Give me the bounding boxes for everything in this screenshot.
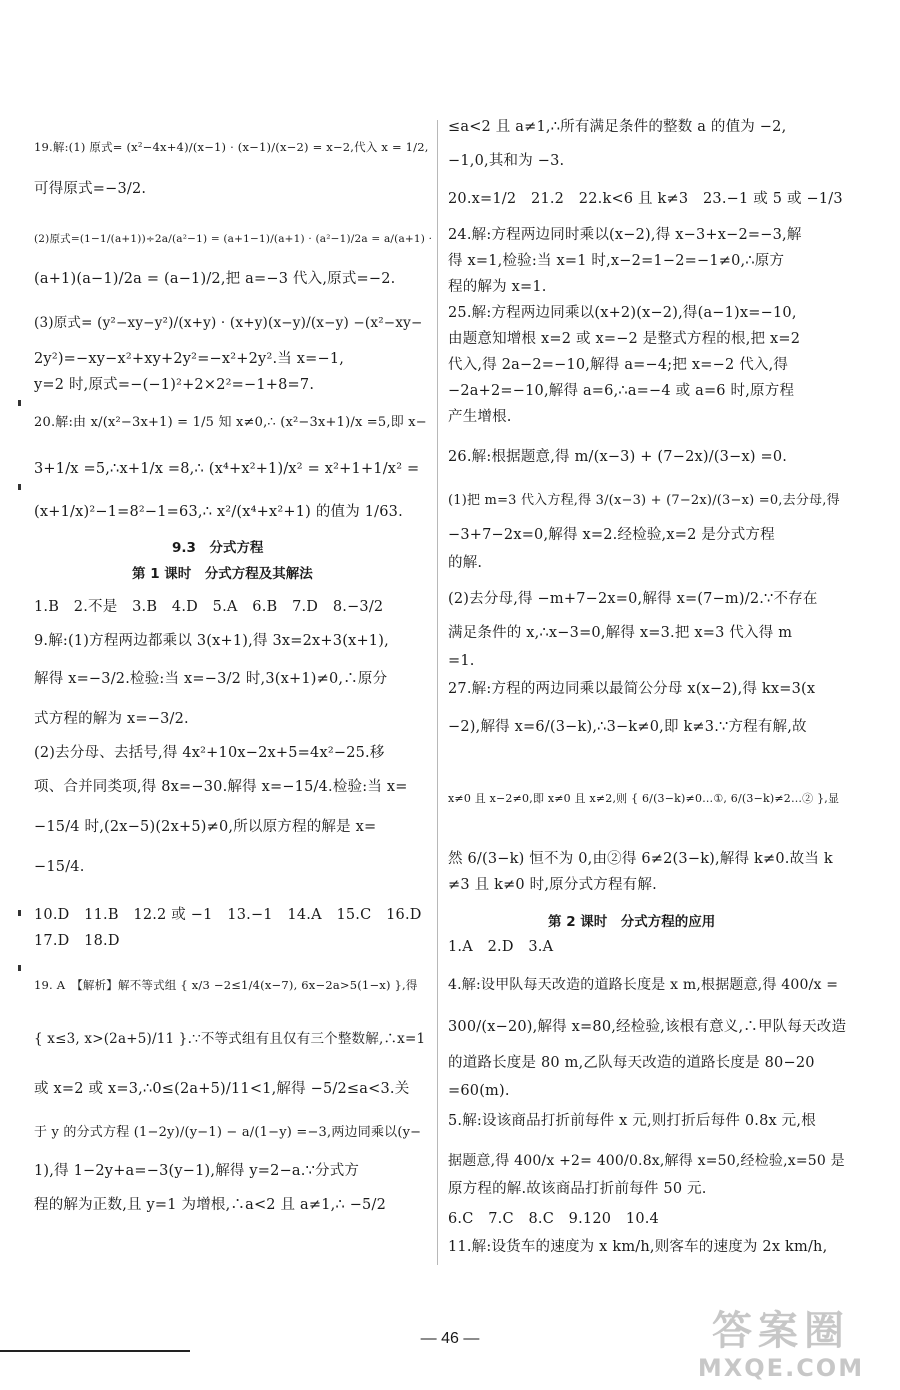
answer-line: 项、合并同类项,得 8x=−30.解得 x=−15/4.检验:当 x= [34, 779, 408, 795]
answer-line: (2)去分母、去括号,得 4x²+10x−2x+5=4x²−25.移 [34, 745, 385, 761]
answer-line: 解得 x=−3/2.检验:当 x=−3/2 时,3(x+1)≠0,∴原分 [34, 671, 388, 687]
answer-line: 19. A 【解析】解不等式组 { x/3 −2≤1/4(x−7), 6x−2a>5(1−x) },得 [34, 978, 418, 992]
lesson-title: 第 2 课时 分式方程的应用 [548, 914, 716, 930]
binding-mark [18, 965, 21, 971]
answer-line: 的道路长度是 80 m,乙队每天改造的道路长度是 80−20 [448, 1055, 815, 1071]
answer-line: ≤a<2 且 a≠1,∴所有满足条件的整数 a 的值为 −2, [448, 119, 787, 135]
answer-line: 的解. [448, 555, 483, 571]
answer-line: −2),解得 x=6/(3−k),∴3−k≠0,即 k≠3.∵方程有解,故 [448, 719, 807, 735]
answer-line: 得 x=1,检验:当 x=1 时,x−2=1−2=−1≠0,∴原方 [448, 253, 785, 269]
watermark-logo [676, 1308, 886, 1386]
lesson-title: 第 1 课时 分式方程及其解法 [132, 566, 313, 582]
answer-line: x≠0 且 x−2≠0,即 x≠0 且 x≠2,则 { 6/(3−k)≠0…①, 6/(3−k)≠2…② },显 [448, 792, 840, 805]
answer-line: 20.x=1/2 21.2 22.k<6 且 k≠3 23.−1 或 5 或 −1/3 [448, 191, 843, 207]
section-title: 9.3 分式方程 [172, 540, 264, 556]
answer-line: 1.A 2.D 3.A [448, 939, 554, 955]
answer-line: 10.D 11.B 12.2 或 −1 13.−1 14.A 15.C 16.D [34, 907, 422, 923]
answer-line: ≠3 且 k≠0 时,原分式方程有解. [448, 877, 657, 893]
answer-line: (3)原式= (y²−xy−y²)/(x+y) · (x+y)(x−y)/(x−y) −(x²−xy− [34, 315, 423, 331]
answer-line: =60(m). [448, 1083, 510, 1099]
answer-line: −2a+2=−10,解得 a=6,∴a=−4 或 a=6 时,原方程 [448, 383, 795, 399]
answer-line: 2y²)=−xy−x²+xy+2y²=−x²+2y².当 x=−1, [34, 351, 345, 367]
answer-line: 产生增根. [448, 409, 512, 425]
answer-line: 1.B 2.不是 3.B 4.D 5.A 6.B 7.D 8.−3/2 [34, 599, 384, 615]
watermark-text: 答案圈 [712, 1308, 850, 1354]
answer-line: 4.解:设甲队每天改造的道路长度是 x m,根据题意,得 400/x = [448, 977, 839, 993]
answer-line: 代入,得 2a−2=−10,解得 a=−4;把 x=−2 代入,得 [448, 357, 789, 373]
answer-line: 由题意知增根 x=2 或 x=−2 是整式方程的根,把 x=2 [448, 331, 801, 347]
answer-line: 11.解:设货车的速度为 x km/h,则客车的速度为 2x km/h, [448, 1239, 828, 1255]
answer-line: 式方程的解为 x=−3/2. [34, 711, 189, 727]
answer-line: −15/4 时,(2x−5)(2x+5)≠0,所以原方程的解是 x= [34, 819, 377, 835]
answer-line: =1. [448, 653, 475, 669]
answer-line: 据题意,得 400/x +2= 400/0.8x,解得 x=50,经检验,x=50 是 [448, 1153, 845, 1169]
answer-line: 程的解为正数,且 y=1 为增根,∴a<2 且 a≠1,∴ −5/2 [34, 1197, 386, 1213]
answer-line: 27.解:方程的两边同乘以最简公分母 x(x−2),得 kx=3(x [448, 681, 816, 697]
answer-line: 26.解:根据题意,得 m/(x−3) + (7−2x)/(3−x) =0. [448, 449, 788, 465]
answer-line: −15/4. [34, 859, 85, 875]
answer-line: (2)去分母,得 −m+7−2x=0,解得 x=(7−m)/2.∵不存在 [448, 591, 818, 607]
answer-line: 6.C 7.C 8.C 9.120 10.4 [448, 1211, 659, 1227]
answer-line: 可得原式=−3/2. [34, 181, 147, 197]
answer-line: 然 6/(3−k) 恒不为 0,由②得 6≠2(3−k),解得 k≠0.故当 k [448, 851, 833, 867]
answer-line: (a+1)(a−1)/2a = (a−1)/2,把 a=−3 代入,原式=−2. [34, 271, 396, 287]
answer-line: 300/(x−20),解得 x=80,经检验,该根有意义,∴甲队每天改造 [448, 1019, 847, 1035]
answer-line: 5.解:设该商品打折前每件 x 元,则打折后每件 0.8x 元,根 [448, 1113, 816, 1129]
answer-line: 满足条件的 x,∴x−3=0,解得 x=3.把 x=3 代入得 m [448, 625, 793, 641]
answer-line: 1),得 1−2y+a=−3(y−1),解得 y=2−a.∵分式方 [34, 1163, 360, 1179]
answer-line: 20.解:由 x/(x²−3x+1) = 1/5 知 x≠0,∴ (x²−3x+1)/x =5,即 x− [34, 415, 427, 430]
answer-line: −1,0,其和为 −3. [448, 153, 565, 169]
answer-line: 25.解:方程两边同乘以(x+2)(x−2),得(a−1)x=−10, [448, 305, 797, 321]
binding-mark [18, 910, 21, 916]
answer-line: (x+1/x)²−1=8²−1=63,∴ x²/(x⁴+x²+1) 的值为 1/63. [34, 504, 403, 520]
answer-line: 于 y 的分式方程 (1−2y)/(y−1) − a/(1−y) =−3,两边同乘以(y− [34, 1125, 422, 1140]
answer-line: (2)原式=(1−1/(a+1))÷2a/(a²−1) = (a+1−1)/(a+1) · (a²−1)/2a = a/(a+1) · [34, 233, 433, 245]
watermark-url: MXQE.COM [697, 1354, 865, 1382]
binding-mark [18, 400, 21, 406]
answer-line: 程的解为 x=1. [448, 279, 547, 295]
page-number: — 46 — [420, 1330, 480, 1347]
answer-line: 原方程的解.故该商品打折前每件 50 元. [448, 1181, 707, 1197]
column-divider [437, 120, 438, 1265]
answer-line: 19.解:(1) 原式= (x²−4x+4)/(x−1) · (x−1)/(x−2) = x−2,代入 x = 1/2, [34, 140, 429, 154]
answer-line: −3+7−2x=0,解得 x=2.经检验,x=2 是分式方程 [448, 527, 775, 543]
answer-line: 24.解:方程两边同时乘以(x−2),得 x−3+x−2=−3,解 [448, 227, 802, 243]
answer-line: 3+1/x =5,∴x+1/x =8,∴ (x⁴+x²+1)/x² = x²+1+1/x² = [34, 461, 420, 477]
answer-line: { x≤3, x>(2a+5)/11 }.∵不等式组有且仅有三个整数解,∴x=1 [34, 1031, 426, 1047]
footer-rule [0, 1350, 190, 1352]
answer-line: 9.解:(1)方程两边都乘以 3(x+1),得 3x=2x+3(x+1), [34, 633, 389, 649]
answer-line: 或 x=2 或 x=3,∴0≤(2a+5)/11<1,解得 −5/2≤a<3.关 [34, 1081, 410, 1097]
answer-line: 17.D 18.D [34, 933, 120, 949]
answer-line: y=2 时,原式=−(−1)²+2×2²=−1+8=7. [34, 377, 315, 393]
answer-line: (1)把 m=3 代入方程,得 3/(x−3) + (7−2x)/(3−x) =0,去分母,得 [448, 493, 840, 508]
binding-mark [18, 484, 21, 490]
